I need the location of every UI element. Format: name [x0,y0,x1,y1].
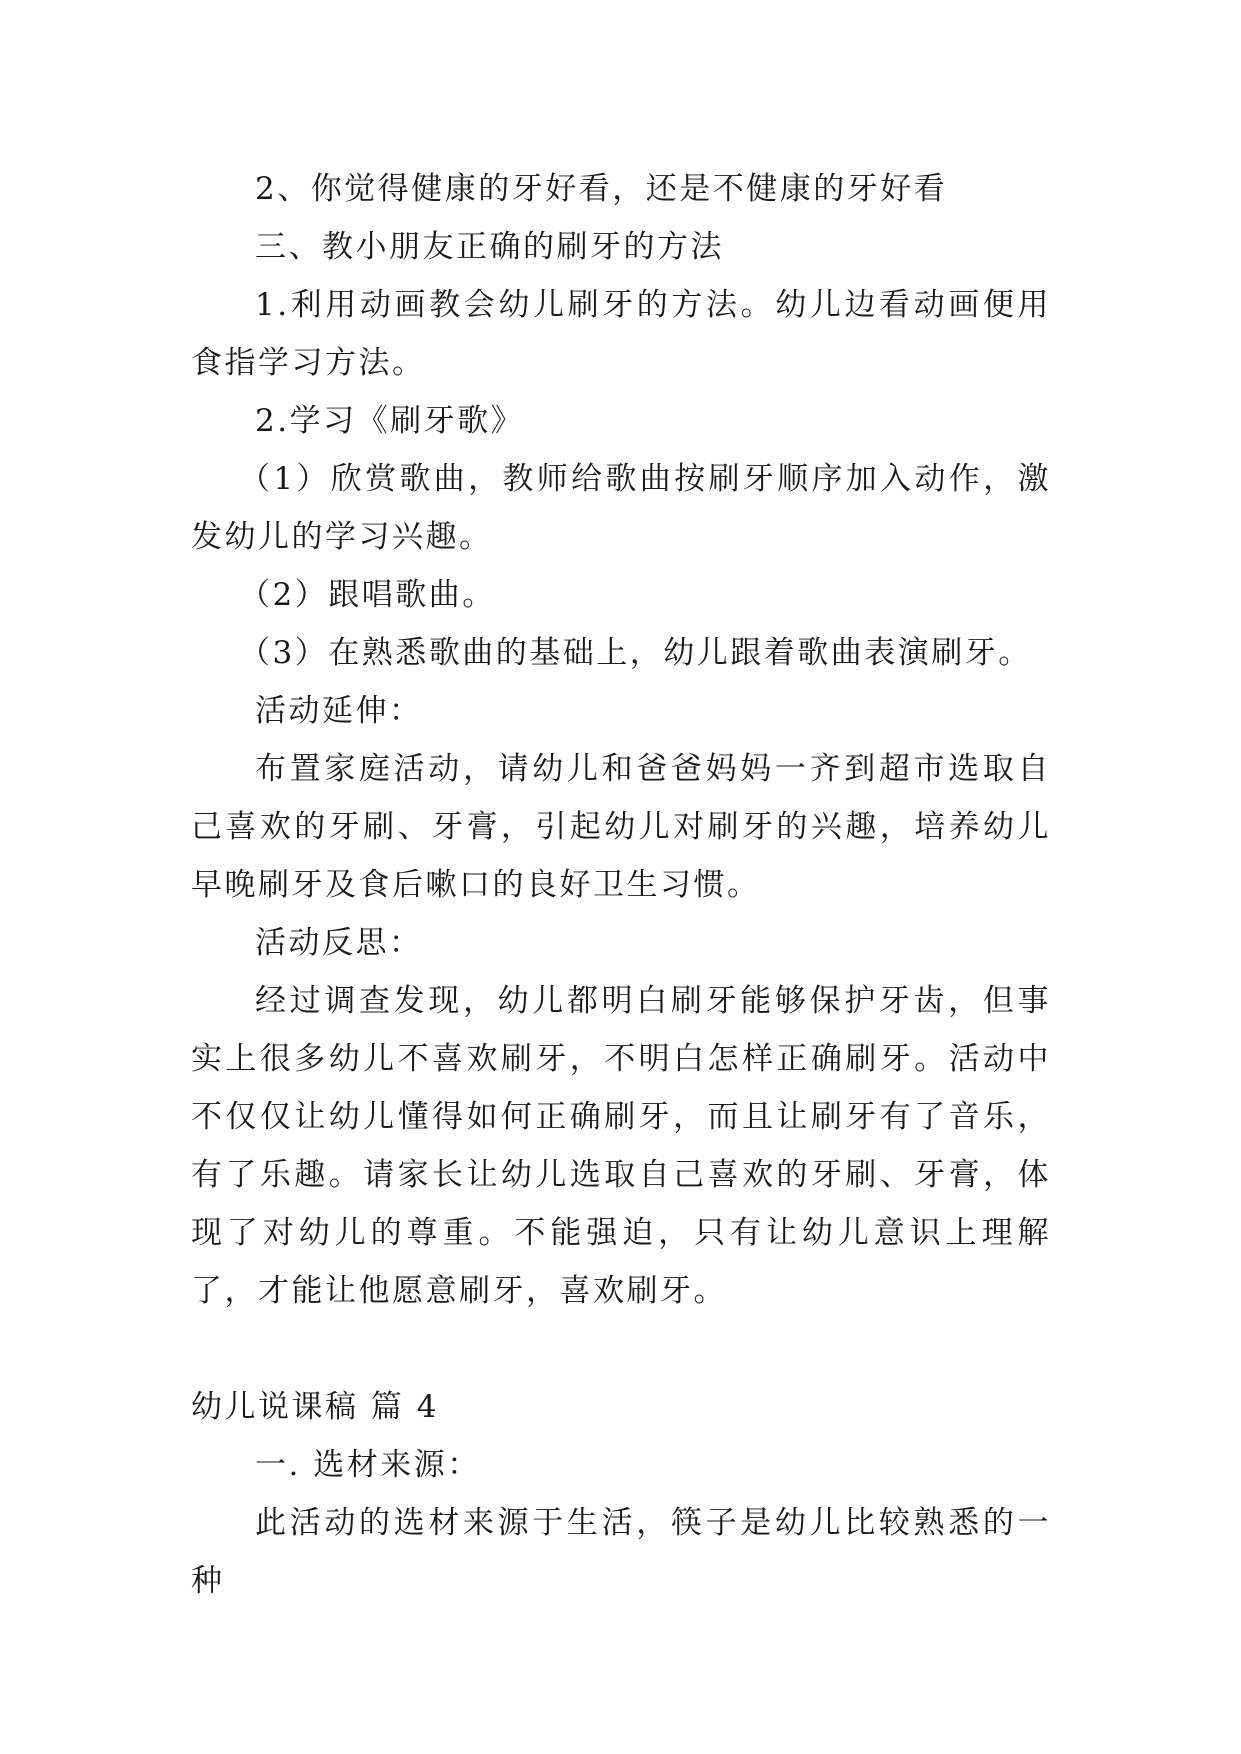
paragraph: 三、教小朋友正确的刷牙的方法 [255,229,724,265]
paragraph: 活动反思： [255,925,423,961]
document-body [191,160,1051,1610]
paragraph: 2.学习《刷牙歌》 [255,403,525,439]
paragraph: （2）跟唱歌曲。 [239,577,496,613]
paragraph: 布置家庭活动，请幼儿和爸爸妈妈一齐到超市选取自己喜欢的牙刷、牙膏，引起幼儿对刷牙的兴趣，培养幼儿早晚刷牙及食后嗽口的良好卫生习惯。 [191,751,1051,903]
paragraph: 一. 选材来源： [255,1447,481,1483]
paragraph: 此活动的选材来源于生活，筷子是幼儿比较熟悉的一种 [191,1505,1051,1599]
paragraph: 活动延伸： [255,693,423,729]
paragraph: 经过调查发现，幼儿都明白刷牙能够保护牙齿，但事实上很多幼儿不喜欢刷牙，不明白怎样正确刷牙。活动中不仅仅让幼儿懂得如何正确刷牙，而且让刷牙有了音乐，有了乐趣。请家长让幼儿选取自己喜欢的牙刷、牙膏，体现了对幼儿的尊重。不能强迫，只有让幼儿意识上理解了，才能让他愿意刷牙，喜欢刷牙。 [191,983,1051,1309]
section-heading: 幼儿说课稿 篇 4 [191,1389,439,1425]
paragraph: （1）欣赏歌曲，教师给歌曲按刷牙顺序加入动作，激发幼儿的学习兴趣。 [191,461,1051,555]
paragraph: （3）在熟悉歌曲的基础上，幼儿跟着歌曲表演刷牙。 [239,635,1032,671]
paragraph: 2、你觉得健康的牙好看，还是不健康的牙好看 [255,171,948,207]
paragraph: 1.利用动画教会幼儿刷牙的方法。幼儿边看动画便用食指学习方法。 [191,287,1051,381]
